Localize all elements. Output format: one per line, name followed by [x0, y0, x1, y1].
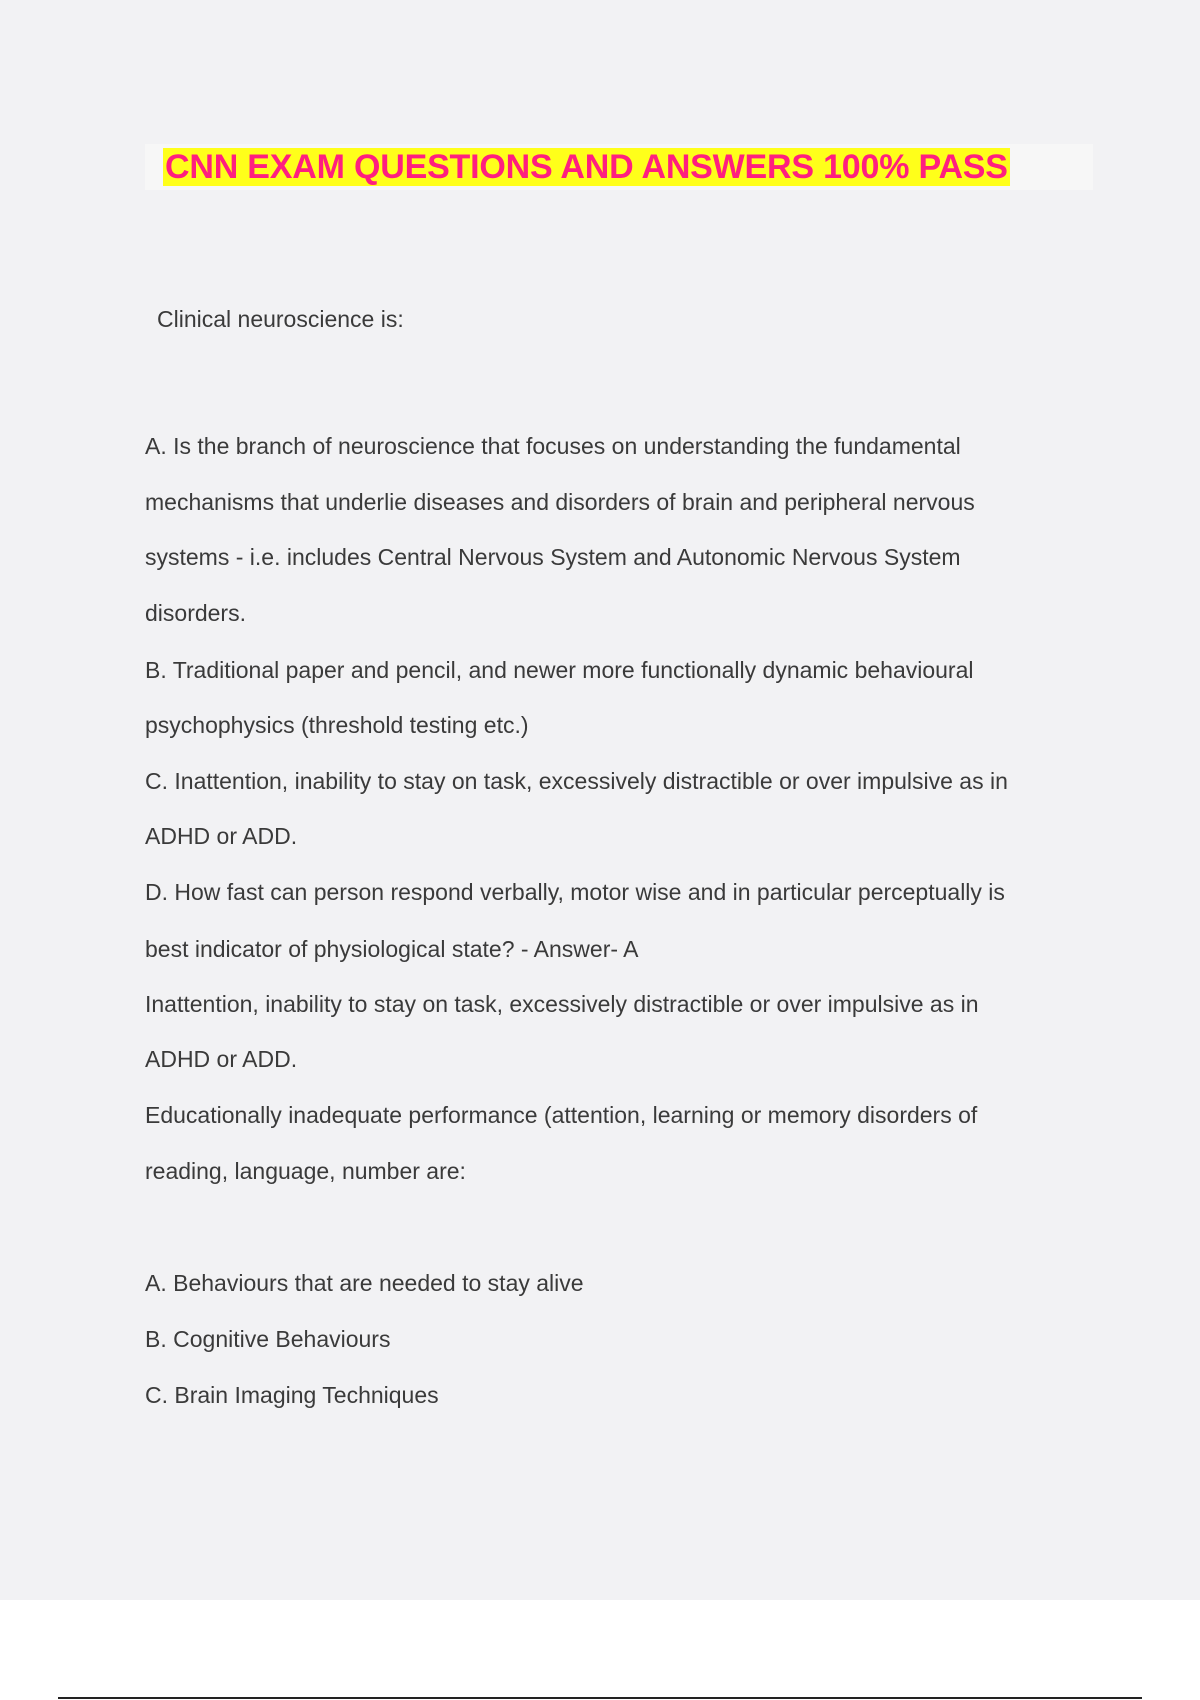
answer-line: best indicator of physiological state? - Answer- A: [145, 936, 639, 962]
answer-line: psychophysics (threshold testing etc.): [145, 712, 529, 738]
answer-line: Inattention, inability to stay on task, excessively distractible or over impulsive as in: [145, 991, 979, 1017]
answer-line: reading, language, number are:: [145, 1158, 466, 1184]
answer-line: mechanisms that underlie diseases and disorders of brain and peripheral nervous: [145, 489, 975, 515]
option-line: C. Brain Imaging Techniques: [145, 1382, 439, 1408]
question-prompt: Clinical neuroscience is:: [157, 306, 404, 332]
answer-line: disorders.: [145, 600, 246, 626]
answer-line: Educationally inadequate performance (attention, learning or memory disorders of: [145, 1102, 978, 1128]
answer-line: A. Is the branch of neuroscience that focuses on understanding the fundamental: [145, 433, 961, 459]
option-line: B. Cognitive Behaviours: [145, 1326, 391, 1352]
document-title: CNN EXAM QUESTIONS AND ANSWERS 100% PASS: [165, 148, 1008, 186]
answer-line: systems - i.e. includes Central Nervous System and Autonomic Nervous System: [145, 544, 961, 570]
answer-line: D. How fast can person respond verbally, motor wise and in particular perceptually is: [145, 879, 1005, 905]
answer-line: ADHD or ADD.: [145, 823, 298, 849]
answer-line: C. Inattention, inability to stay on task, excessively distractible or over impulsive as in: [145, 768, 1008, 794]
option-line: A. Behaviours that are needed to stay alive: [145, 1270, 584, 1296]
answer-line: ADHD or ADD.: [145, 1046, 298, 1072]
footer-divider: [58, 1697, 1142, 1699]
answer-line: B. Traditional paper and pencil, and newer more functionally dynamic behavioural: [145, 657, 974, 683]
title-box: [145, 144, 1093, 190]
